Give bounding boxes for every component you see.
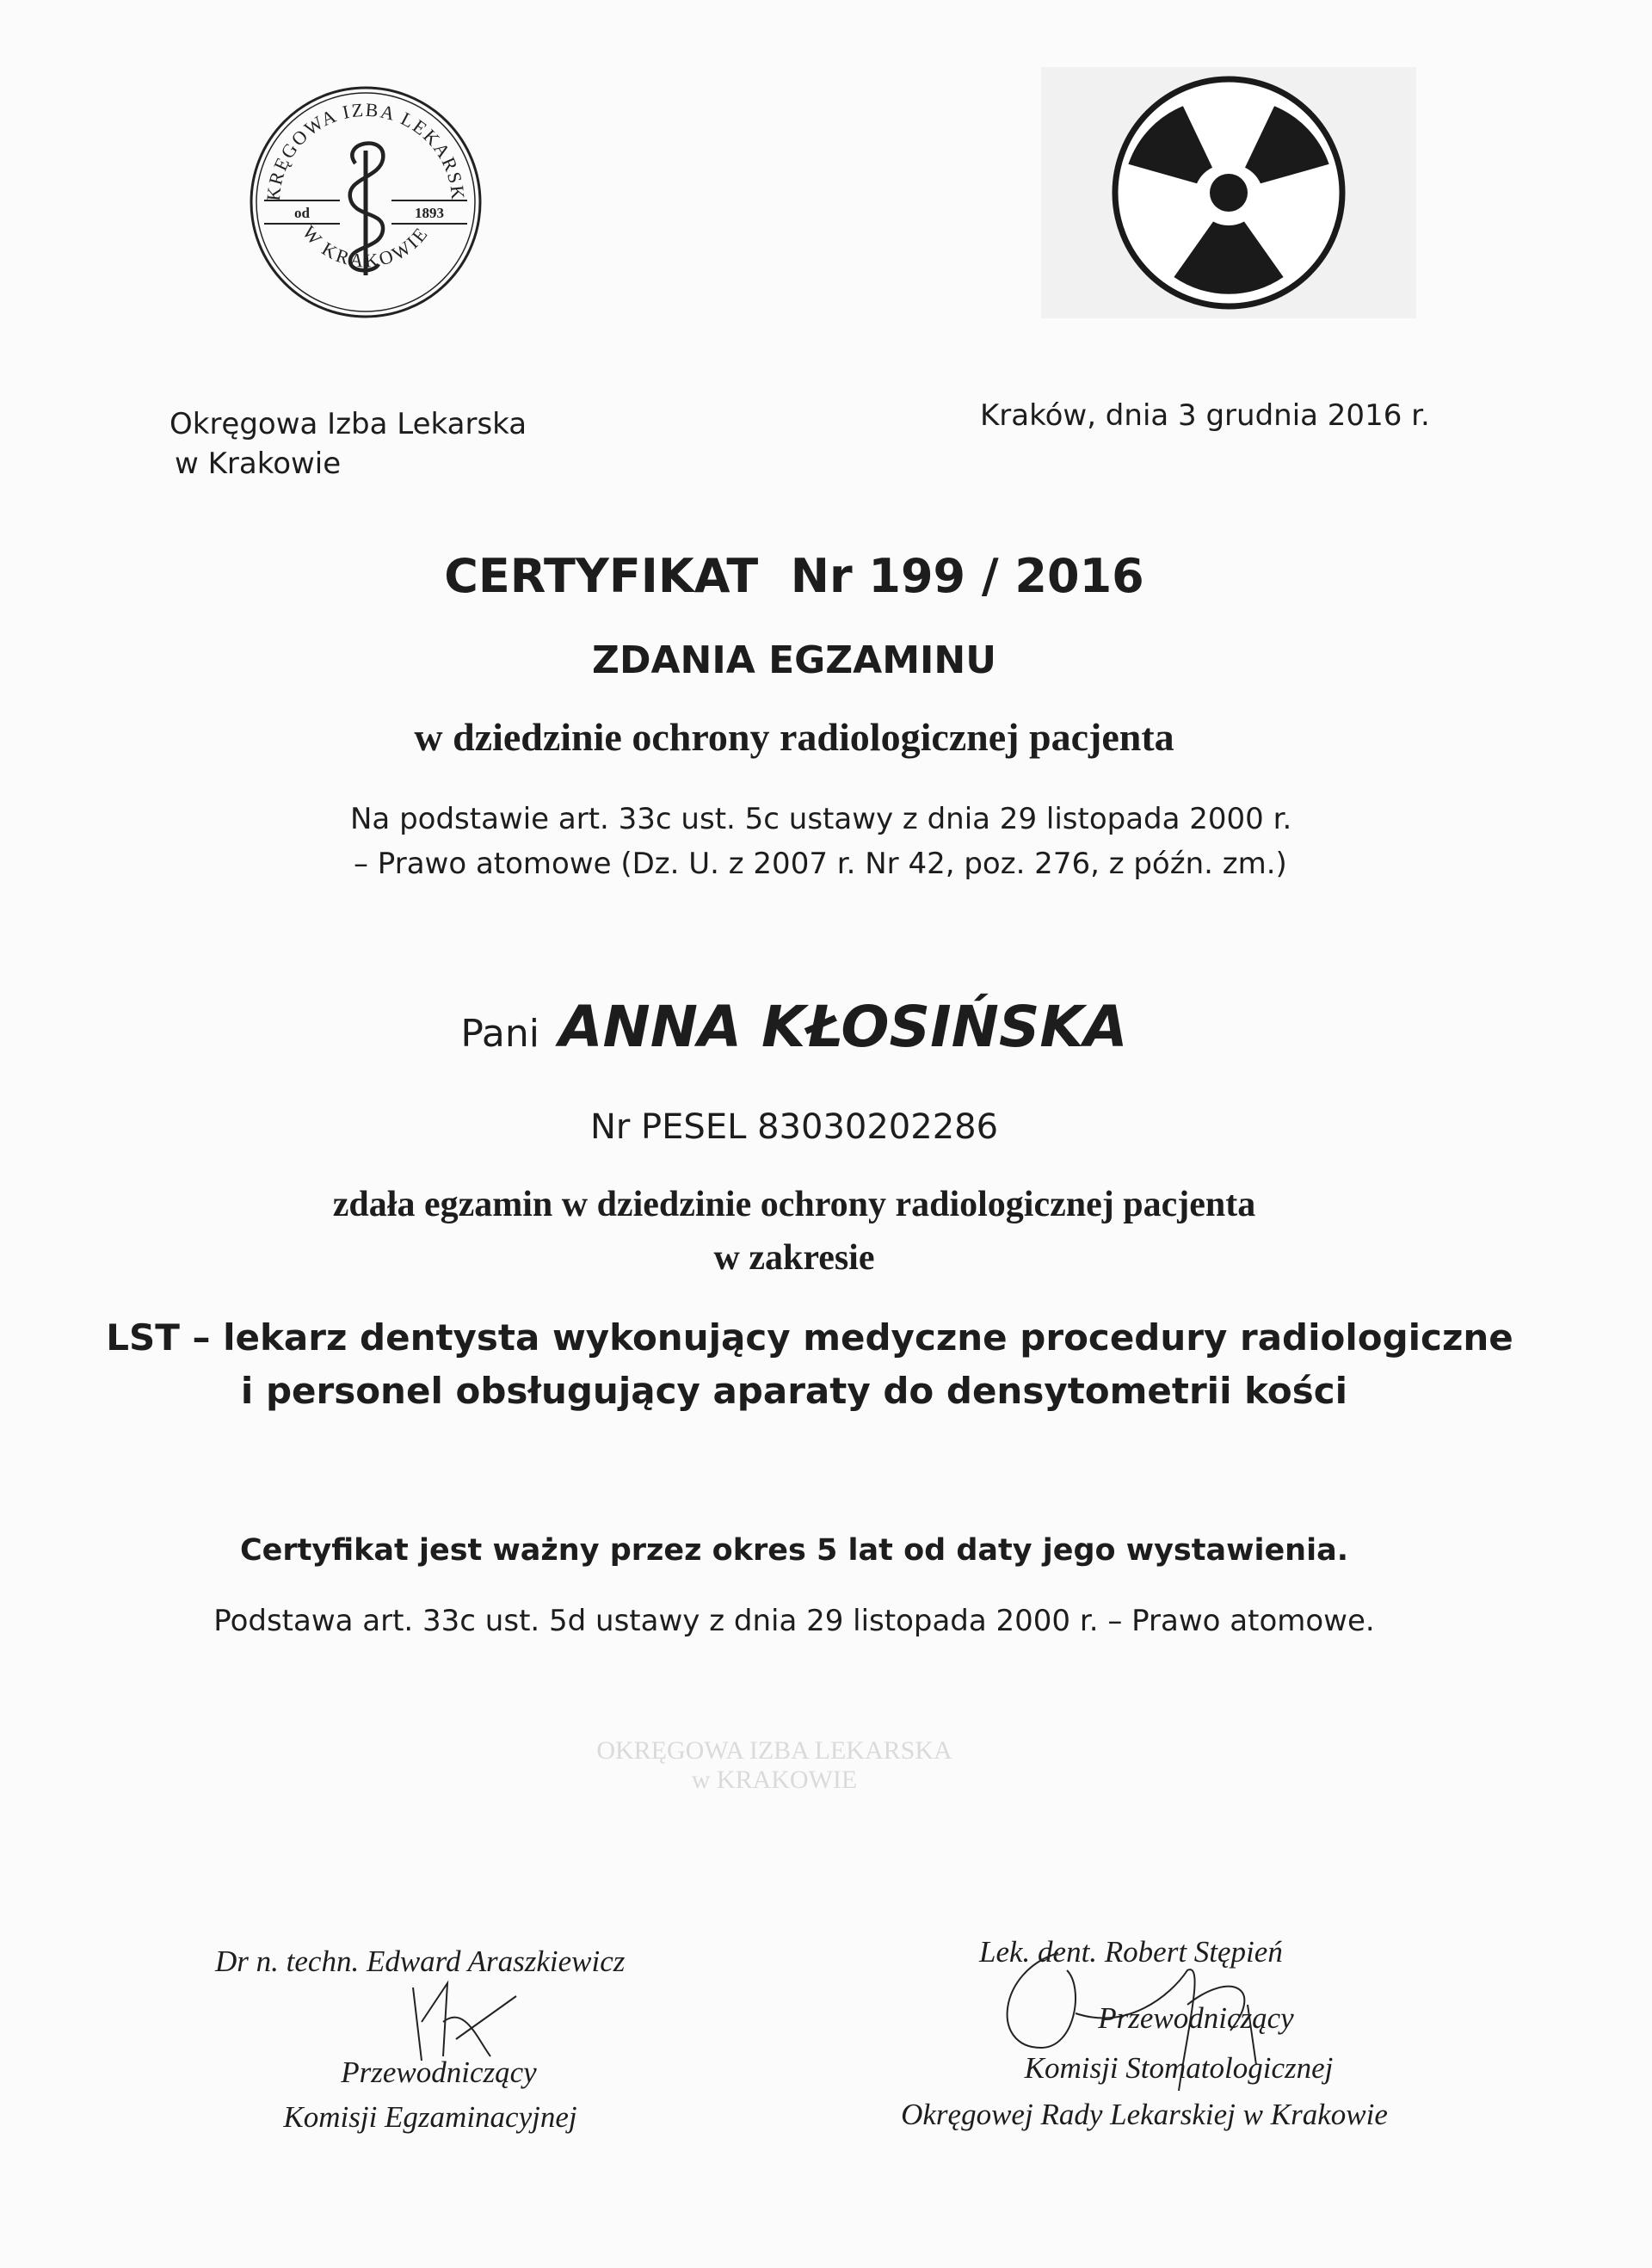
legal-basis-line-2: – Prawo atomowe (Dz. U. z 2007 r. Nr 42, poz. 276, z późn. zm.) bbox=[354, 847, 1287, 881]
signature-right-role-1: Przewodniczący bbox=[1098, 2001, 1294, 2035]
signature-left-role bbox=[258, 2050, 602, 2140]
recipient-salutation: Pani bbox=[460, 1012, 539, 1056]
faint-stamp-line-2: w KRAKOWIE bbox=[691, 1766, 858, 1794]
seal-since-year: 1893 bbox=[415, 205, 444, 221]
issuer-line-2: w Krakowie bbox=[175, 447, 342, 481]
recipient-name: ANNA KŁOSIŃSKA bbox=[558, 994, 1128, 1060]
legal-basis bbox=[350, 798, 1291, 884]
signature-left-role-1: Przewodniczący bbox=[341, 2055, 537, 2089]
signature-right-role bbox=[843, 1996, 1446, 2137]
faint-stamp bbox=[533, 1736, 1015, 1795]
signature-right-role-2: Komisji Stomatologicznej bbox=[1024, 2051, 1334, 2085]
seal-emblem-icon bbox=[245, 82, 486, 323]
exam-scope bbox=[0, 1314, 1588, 1415]
signature-left-name: Dr n. techn. Edward Araszkiewicz bbox=[215, 1944, 626, 1978]
exam-result bbox=[0, 1180, 1588, 1282]
seal-ring-bottom: W KRAKOWIE bbox=[298, 221, 434, 272]
seal-since-label: od bbox=[294, 205, 310, 221]
exam-scope-line-1: LST – lekarz dentysta wykonujący medyczne procedury radiologiczne bbox=[106, 1316, 1513, 1359]
signature-right-role-3: Okręgowej Rady Lekarskiej w Krakowie bbox=[901, 2098, 1388, 2131]
legal-basis-line-1: Na podstawie art. 33c ust. 5c ustawy z dnia 29 listopada 2000 r. bbox=[350, 802, 1292, 836]
radiation-trefoil-icon bbox=[1041, 67, 1416, 318]
issuer-line-1: Okręgowa Izba Lekarska bbox=[170, 407, 527, 441]
signature-left-role-2: Komisji Egzaminacyjnej bbox=[283, 2100, 577, 2134]
certificate-subtitle: ZDANIA EGZAMINU bbox=[592, 638, 996, 682]
issuer-block bbox=[170, 404, 527, 484]
validity-note: Certyfikat jest ważny przez okres 5 lat od daty jego wystawienia. bbox=[239, 1533, 1349, 1568]
radiation-panel bbox=[1041, 67, 1416, 318]
exam-scope-line-2: i personel obsługujący aparaty do densytometrii kości bbox=[240, 1370, 1348, 1412]
recipient-line bbox=[0, 994, 1588, 1060]
recipient-pesel: Nr PESEL 83030202286 bbox=[589, 1107, 999, 1147]
chamber-seal bbox=[245, 82, 486, 323]
exam-result-line-2: w zakresie bbox=[713, 1238, 875, 1278]
certificate-field: w dziedzinie ochrony radiologicznej pacjenta bbox=[414, 715, 1174, 759]
signature-right-name: Lek. dent. Robert Stępień bbox=[979, 1935, 1283, 1969]
faint-stamp-line-1: OKRĘGOWA IZBA LEKARSKA bbox=[596, 1736, 952, 1765]
issue-date: Kraków, dnia 3 grudnia 2016 r. bbox=[980, 398, 1430, 433]
exam-result-line-1: zdała egzamin w dziedzinie ochrony radiologicznej pacjenta bbox=[332, 1185, 1256, 1224]
seal-ring-top: KRĘGOWA IZBA LEKARSK bbox=[262, 98, 470, 202]
validity-basis: Podstawa art. 33c ust. 5d ustawy z dnia 29 listopada 2000 r. – Prawo atomowe. bbox=[213, 1604, 1375, 1638]
certificate-title: CERTYFIKAT Nr 199 / 2016 bbox=[444, 549, 1144, 603]
